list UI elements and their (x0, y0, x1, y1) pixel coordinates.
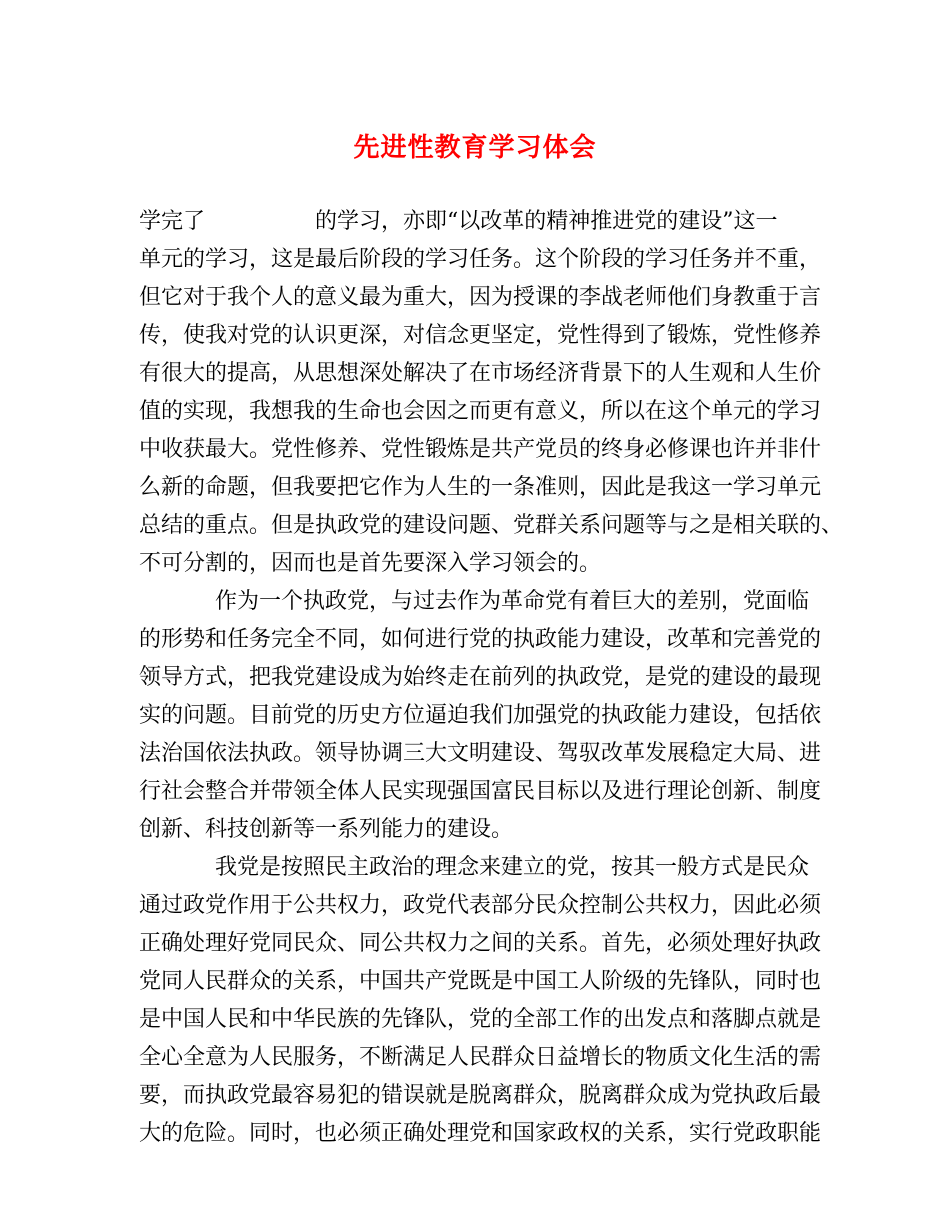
paragraph-3-line-5: 是中国人民和中华民族的先锋队，党的全部工作的出发点和落脚点就是 (139, 1007, 822, 1032)
paragraph-3-line-2: 通过政党作用于公共权力，政党代表部分民众控制公共权力，因此必须 (139, 893, 822, 918)
document-title: 先进性教育学习体会 (353, 133, 597, 163)
paragraph-1-line-7: 中收获最大。党性修养、党性锻炼是共产党员的终身必修课也许并非什 (139, 437, 822, 462)
paragraph-1-line-5: 有很大的提高，从思想深处解决了在市场经济背景下的人生观和人生价 (139, 361, 822, 386)
paragraph-1-line-1 (139, 203, 819, 241)
paragraph-3-line-1: 我党是按照民主政治的理念来建立的党，按其一般方式是民众 (215, 855, 810, 880)
paragraph-1-line-9: 总结的重点。但是执政党的建设问题、党群关系问题等与之是相关联的、 (139, 513, 844, 538)
paragraph-2-line-7: 创新、科技创新等一系列能力的建设。 (139, 817, 514, 842)
paragraph-1-line-10: 不可分割的，因而也是首先要深入学习领会的。 (139, 551, 602, 576)
paragraph-1-line-2: 单元的学习，这是最后阶段的学习任务。这个阶段的学习任务并不重， (139, 247, 822, 272)
paragraph-2-line-1: 作为一个执政党，与过去作为革命党有着巨大的差别，党面临 (215, 589, 810, 614)
paragraph-1-line-4: 传，使我对党的认识更深，对信念更坚定，党性得到了锻炼，党性修养 (139, 323, 822, 348)
paragraph-3-line-7: 要，而执政党最容易犯的错误就是脱离群众，脱离群众成为党执政后最 (139, 1083, 822, 1108)
paragraph-3-line-4: 党同人民群众的关系，中国共产党既是中国工人阶级的先锋队，同时也 (139, 969, 822, 994)
paragraph-3-line-8: 大的危险。同时，也必须正确处理党和国家政权的关系，实行党政职能 (139, 1121, 822, 1146)
text-segment: 学完了 (139, 209, 206, 234)
paragraph-2-line-2: 的形势和任务完全不同，如何进行党的执政能力建设，改革和完善党的 (139, 627, 822, 652)
paragraph-1-line-6: 值的实现，我想我的生命也会因之而更有意义，所以在这个单元的学习 (139, 399, 822, 424)
paragraph-2-line-5: 法治国依法执政。领导协调三大文明建设、驾驭改革发展稳定大局、进 (139, 741, 822, 766)
paragraph-2-line-3: 领导方式，把我党建设成为始终走在前列的执政党，是党的建设的最现 (139, 665, 822, 690)
paragraph-3-line-6: 全心全意为人民服务，不断满足人民群众日益增长的物质文化生活的需 (139, 1045, 822, 1070)
document-body (139, 203, 844, 1153)
paragraph-2-line-6: 行社会整合并带领全体人民实现强国富民目标以及进行理论创新、制度 (139, 779, 822, 804)
paragraph-2-line-4: 实的问题。目前党的历史方位逼迫我们加强党的执政能力建设，包括依 (139, 703, 822, 728)
paragraph-3-line-3: 正确处理好党同民众、同公共权力之间的关系。首先，必须处理好执政 (139, 931, 822, 956)
paragraph-1-line-3: 但它对于我个人的意义最为重大，因为授课的李战老师他们身教重于言 (139, 285, 822, 310)
text-segment: 的学习，亦即“以改革的精神推进党的建设”这一 (315, 209, 778, 234)
paragraph-1-line-8: 么新的命题，但我要把它作为人生的一条准则，因此是我这一学习单元 (139, 475, 822, 500)
